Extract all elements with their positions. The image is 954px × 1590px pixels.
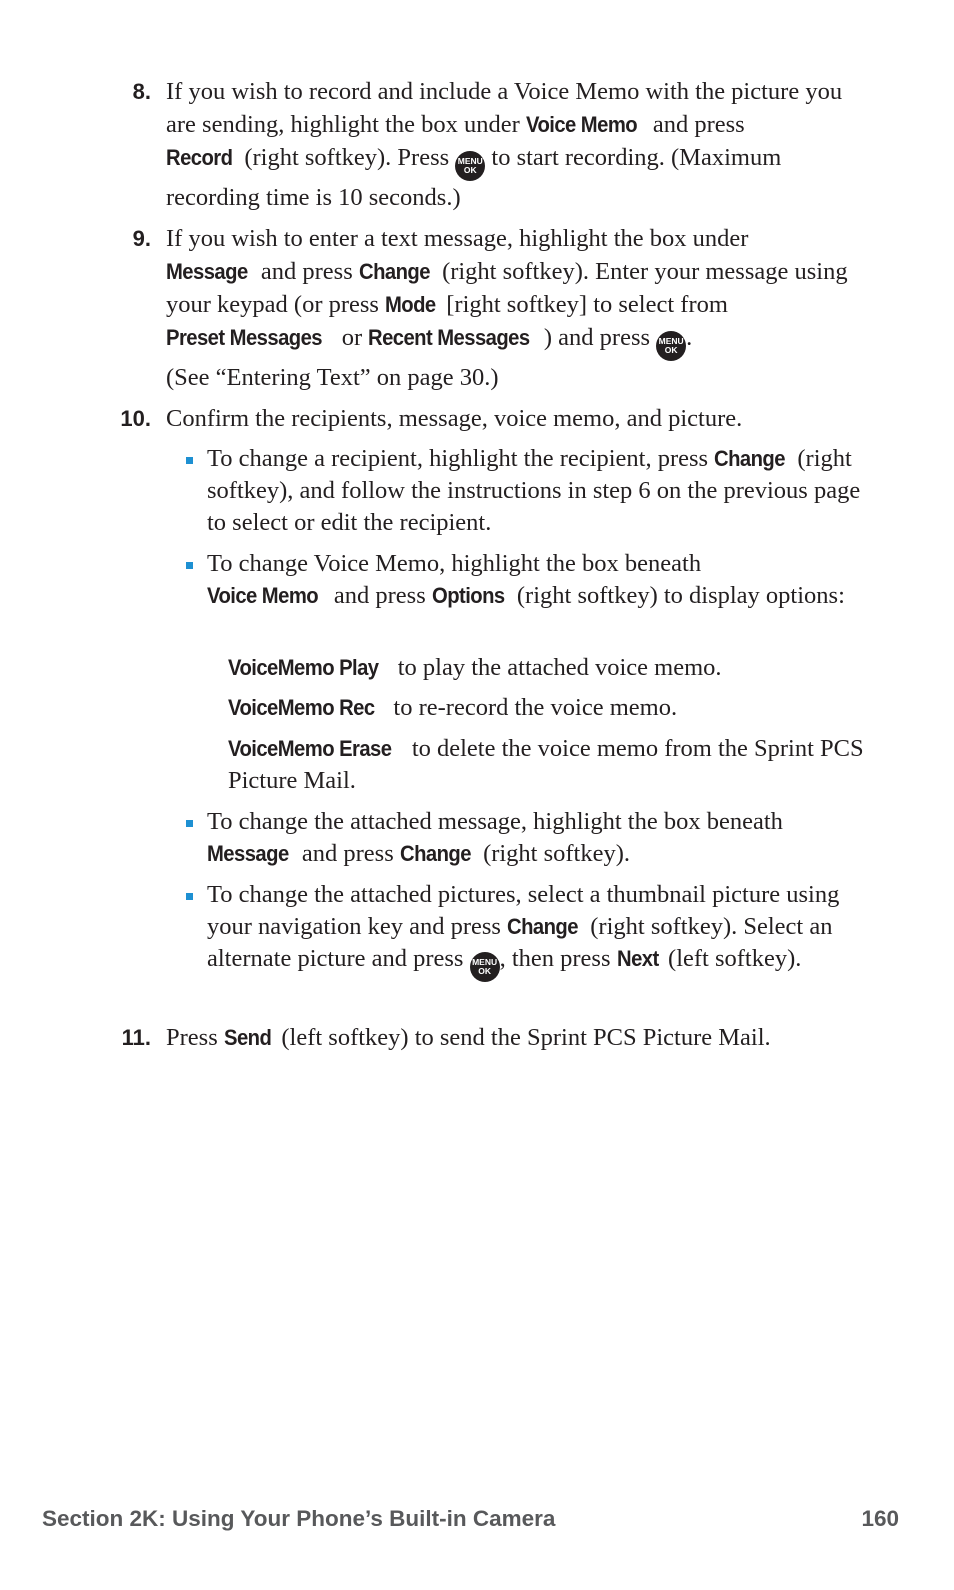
step-reference: (See “Entering Text” on page 30.) (166, 364, 499, 391)
menu-ok-key-icon: MENU OK (470, 952, 500, 982)
term-next: Next (616, 946, 659, 971)
step-text: Press (166, 1024, 224, 1051)
bullet-square-icon (186, 562, 193, 569)
step-text: If you wish to record and include a Voice Memo with the picture you are sending, highlight the box under (166, 78, 843, 138)
option-label: VoiceMemo Play (228, 655, 379, 680)
term-voice-memo: Voice Memo (207, 583, 319, 608)
option-voicememo-erase (228, 733, 868, 797)
step-number: 10. (120, 406, 151, 431)
step-text: and press (646, 111, 745, 138)
step-10 (120, 402, 866, 435)
step-text: and press (254, 258, 359, 285)
step-text: If you wish to enter a text message, highlight the box under (166, 225, 749, 252)
term-change: Change (399, 841, 471, 866)
option-voicememo-play (228, 652, 868, 684)
term-options: Options (431, 583, 505, 608)
step-number: 9. (132, 226, 151, 251)
option-label: VoiceMemo Erase (228, 736, 392, 761)
step-8 (132, 75, 866, 214)
option-text: to delete the voice memo from the Sprint PCS Picture Mail. (228, 735, 864, 794)
term-record: Record (166, 145, 233, 170)
term-preset-messages: Preset Messages (166, 325, 322, 350)
step-text: Confirm the recipients, message, voice memo, and picture. (166, 405, 743, 432)
footer-page-number: 160 (861, 1506, 899, 1531)
option-voicememo-rec (228, 692, 868, 724)
menu-ok-key-icon: MENU OK (656, 331, 686, 361)
term-change: Change (507, 914, 578, 939)
term-recent-messages: Recent Messages (368, 325, 530, 350)
step-9 (132, 222, 866, 394)
option-label: VoiceMemo Rec (228, 695, 375, 720)
footer-section-title: Section 2K: Using Your Phone’s Built-in Camera (42, 1506, 556, 1531)
step-number: 8. (132, 79, 151, 104)
option-text: to re-record the voice memo. (387, 694, 678, 721)
term-message: Message (166, 259, 248, 284)
term-send: Send (223, 1025, 272, 1050)
bullet-change-voice-memo: To change Voice Memo, highlight the box beneath Voice Memo and press Options (right softkey) to display options: (207, 548, 867, 612)
step-number: 11. (121, 1025, 151, 1050)
step-text: ) and press (543, 324, 657, 351)
bullet-square-icon (186, 820, 193, 827)
menu-ok-key-icon: MENU OK (455, 151, 485, 181)
bullet-change-message: To change the attached message, highlight the box beneath Message and press Change (right softkey). (207, 806, 867, 870)
step-text: or (335, 324, 369, 351)
bullet-square-icon (186, 893, 193, 900)
term-mode: Mode (385, 292, 436, 317)
step-text: . (686, 324, 693, 351)
bullet-square-icon (186, 457, 193, 464)
bullet-change-recipient: To change a recipient, highlight the recipient, press Change (right softkey), and follow the instructions in step 6 on the previous page to select or edit the recipient. (207, 443, 867, 539)
term-change: Change (358, 259, 430, 284)
bullet-change-pictures: To change the attached pictures, select a thumbnail picture using your navigation key and press Change (right softkey). Select an alternate picture and press MENU OK , then press Next (left softkey). (207, 879, 867, 982)
step-11 (121, 1021, 866, 1054)
term-voice-memo: Voice Memo (525, 112, 638, 137)
step-text: to start recording. (Maximum recording time is 10 seconds.) (166, 144, 782, 211)
term-message: Message (207, 841, 289, 866)
step-text: [right softkey] to select from (440, 291, 728, 318)
term-change: Change (714, 446, 786, 471)
option-text: to play the attached voice memo. (391, 654, 722, 681)
step-text: (left softkey) to send the Sprint PCS Picture Mail. (275, 1024, 771, 1051)
step-text: (right softkey). Press (238, 144, 456, 171)
step-text: (right softkey). Enter your message using your keypad (or press (166, 258, 848, 318)
